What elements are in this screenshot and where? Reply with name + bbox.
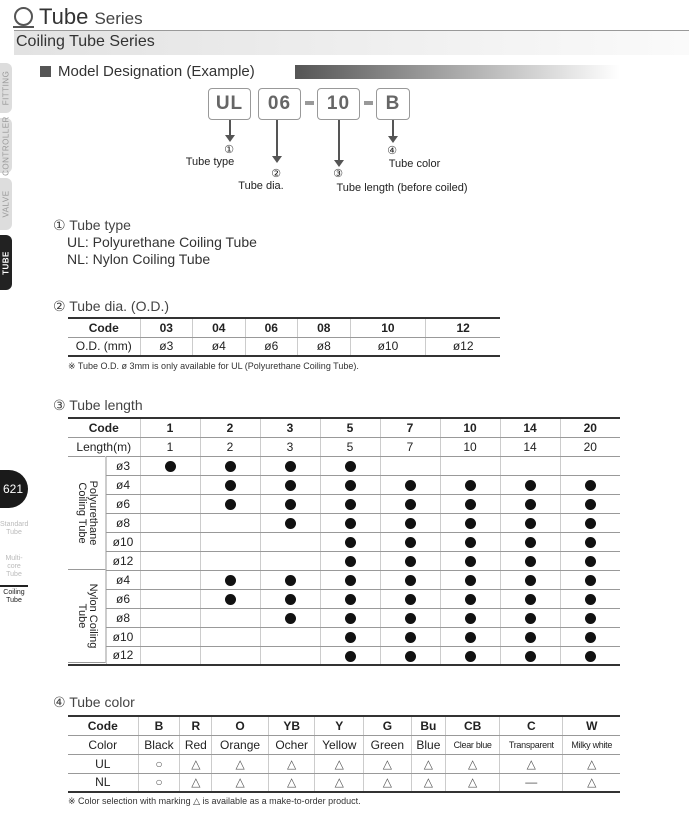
- length-dia-cell: ø4: [106, 570, 140, 589]
- available-dot: [525, 480, 536, 491]
- availability-cell: [560, 532, 620, 551]
- availability-cell: [260, 475, 320, 494]
- color-availability-mark: △: [411, 773, 446, 792]
- availability-cell: [560, 551, 620, 570]
- length-dia-cell: ø3: [106, 456, 140, 475]
- color-availability-mark: △: [364, 773, 411, 792]
- length-code-cell: 1: [140, 418, 200, 437]
- availability-cell: [260, 589, 320, 608]
- availability-cell: [320, 532, 380, 551]
- color-name-cell: Clear blue: [446, 735, 500, 754]
- color-availability-mark: △: [500, 754, 563, 773]
- availability-cell: [260, 532, 320, 551]
- available-dot: [525, 651, 536, 662]
- dia-od-cell: ø12: [426, 337, 500, 356]
- availability-cell: [140, 589, 200, 608]
- available-dot: [285, 461, 296, 472]
- availability-cell: [200, 532, 260, 551]
- available-dot: [525, 594, 536, 605]
- available-dot: [345, 575, 356, 586]
- dia-code-cell: 03: [140, 318, 193, 337]
- available-dot: [465, 594, 476, 605]
- availability-cell: [260, 513, 320, 532]
- color-availability-mark: △: [446, 754, 500, 773]
- color-code-cell: Y: [315, 716, 364, 735]
- color-name-cell: Red: [180, 735, 212, 754]
- dia-od-cell: ø8: [298, 337, 351, 356]
- availability-cell: [500, 551, 560, 570]
- availability-cell: [440, 608, 500, 627]
- available-dot: [585, 651, 596, 662]
- availability-cell: [440, 532, 500, 551]
- color-code-cell: O: [212, 716, 269, 735]
- availability-cell: [200, 646, 260, 665]
- dia-od-cell: ø10: [350, 337, 426, 356]
- availability-cell: [320, 551, 380, 570]
- page-subtitle: Coiling Tube Series: [16, 33, 155, 50]
- tube-length-table: Code 1 2 3 5 7 10 14 20 Length(m) 1 2 3 5 7 10 14 20 ø3 ø4 ø6 ø8 ø10 ø12 ø4 ø6 ø8 ø10 ø12: [68, 417, 620, 666]
- length-dia-cell: ø6: [106, 589, 140, 608]
- available-dot: [405, 499, 416, 510]
- available-dot: [405, 518, 416, 529]
- available-dot: [225, 499, 236, 510]
- page-header: [0, 0, 689, 55]
- availability-cell: [560, 646, 620, 665]
- available-dot: [225, 461, 236, 472]
- available-dot: [525, 575, 536, 586]
- tube-dia-heading: ② Tube dia. (O.D.): [53, 298, 170, 314]
- color-availability-mark: △: [315, 754, 364, 773]
- color-availability-mark: △: [563, 754, 620, 773]
- color-availability-mark: △: [268, 754, 315, 773]
- color-availability-mark: △: [268, 773, 315, 792]
- availability-cell: [200, 589, 260, 608]
- available-dot: [465, 575, 476, 586]
- available-dot: [585, 537, 596, 548]
- color-availability-mark: △: [315, 773, 364, 792]
- available-dot: [405, 575, 416, 586]
- tube-color-table: Code B R O YB Y G Bu CB C W Color Black Red Orange Ocher Yellow Green Blue Clear blue Transparent Milky white UL ○ △ △ △ △ △ △ △ △ △ NL ○ △ △ △ △ △ △ △ — △: [68, 715, 620, 793]
- color-availability-mark: △: [180, 773, 212, 792]
- available-dot: [225, 594, 236, 605]
- length-dia-cell: ø8: [106, 608, 140, 627]
- group-label-polyurethane: Polyurethane Coiling Tube: [68, 456, 106, 570]
- length-code-cell: 2: [200, 418, 260, 437]
- color-name-cell: Yellow: [315, 735, 364, 754]
- label-tube-type: Tube type: [185, 156, 235, 168]
- availability-cell: [500, 589, 560, 608]
- availability-cell: [200, 513, 260, 532]
- availability-cell: [320, 494, 380, 513]
- availability-cell: [380, 627, 440, 646]
- available-dot: [465, 556, 476, 567]
- availability-cell: [320, 646, 380, 665]
- dia-code-cell: 04: [193, 318, 246, 337]
- availability-cell: [500, 570, 560, 589]
- available-dot: [285, 518, 296, 529]
- length-m-cell: 14: [500, 437, 560, 456]
- availability-cell: [200, 456, 260, 475]
- available-dot: [285, 480, 296, 491]
- available-dot: [345, 594, 356, 605]
- availability-cell: [200, 608, 260, 627]
- availability-cell: [320, 589, 380, 608]
- designation-box-dia: 06: [258, 88, 301, 120]
- subnav-multicore-tube[interactable]: Multi-core Tube: [5, 555, 23, 578]
- availability-cell: [140, 475, 200, 494]
- available-dot: [525, 518, 536, 529]
- dia-code-cell: 10: [350, 318, 426, 337]
- available-dot: [525, 499, 536, 510]
- color-code-cell: Bu: [411, 716, 446, 735]
- designation-box-type: UL: [208, 88, 251, 120]
- color-availability-mark: △: [563, 773, 620, 792]
- availability-cell: [560, 589, 620, 608]
- availability-cell: [320, 456, 380, 475]
- availability-cell: [260, 494, 320, 513]
- availability-cell: [320, 608, 380, 627]
- availability-cell: [500, 456, 560, 475]
- length-m-cell: 3: [260, 437, 320, 456]
- length-dia-cell: ø10: [106, 627, 140, 646]
- available-dot: [345, 480, 356, 491]
- available-dot: [585, 575, 596, 586]
- dia-code-cell: 08: [298, 318, 351, 337]
- availability-cell: [500, 532, 560, 551]
- available-dot: [585, 518, 596, 529]
- length-dia-cell: ø4: [106, 475, 140, 494]
- available-dot: [525, 537, 536, 548]
- length-m-cell: 10: [440, 437, 500, 456]
- length-code-cell: 10: [440, 418, 500, 437]
- label-tube-color: Tube color: [388, 158, 441, 170]
- availability-cell: [560, 608, 620, 627]
- available-dot: [525, 556, 536, 567]
- side-tab-valve[interactable]: VALVE: [0, 178, 12, 230]
- available-dot: [585, 613, 596, 624]
- availability-cell: [200, 475, 260, 494]
- color-availability-mark: ○: [138, 773, 180, 792]
- availability-cell: [380, 646, 440, 665]
- color-name-cell: Ocher: [268, 735, 315, 754]
- color-name-cell: Green: [364, 735, 411, 754]
- label-tube-length: Tube length (before coiled): [336, 182, 468, 194]
- tube-type-heading: ① Tube type: [53, 217, 131, 233]
- availability-cell: [500, 646, 560, 665]
- availability-cell: [560, 475, 620, 494]
- available-dot: [465, 651, 476, 662]
- color-availability-mark: △: [180, 754, 212, 773]
- color-name-cell: Black: [138, 735, 180, 754]
- color-row-label: UL: [68, 754, 138, 773]
- tube-type-ul: UL: Polyurethane Coiling Tube: [67, 234, 257, 250]
- tube-color-note: ※ Color selection with marking △ is available as a make-to-order product.: [68, 796, 361, 806]
- available-dot: [585, 556, 596, 567]
- section-title: Model Designation (Example): [40, 63, 620, 81]
- availability-cell: [380, 456, 440, 475]
- available-dot: [345, 518, 356, 529]
- length-dia-cell: ø10: [106, 532, 140, 551]
- dia-od-cell: ø6: [245, 337, 298, 356]
- available-dot: [405, 556, 416, 567]
- length-code-cell: 7: [380, 418, 440, 437]
- available-dot: [465, 613, 476, 624]
- length-code-cell: 3: [260, 418, 320, 437]
- availability-cell: [500, 475, 560, 494]
- availability-cell: [260, 551, 320, 570]
- available-dot: [465, 632, 476, 643]
- length-dia-cell: ø8: [106, 513, 140, 532]
- availability-cell: [200, 570, 260, 589]
- length-m-cell: 7: [380, 437, 440, 456]
- tube-dia-note: ※ Tube O.D. ø 3mm is only available for UL (Polyurethane Coiling Tube).: [68, 361, 359, 371]
- availability-cell: [440, 570, 500, 589]
- available-dot: [225, 480, 236, 491]
- available-dot: [465, 518, 476, 529]
- availability-cell: [320, 475, 380, 494]
- color-availability-mark: △: [364, 754, 411, 773]
- color-code-cell: YB: [268, 716, 315, 735]
- availability-cell: [260, 627, 320, 646]
- color-code-cell: W: [563, 716, 620, 735]
- color-availability-mark: —: [500, 773, 563, 792]
- availability-cell: [320, 627, 380, 646]
- availability-cell: [380, 589, 440, 608]
- designation-box-color: B: [376, 88, 410, 120]
- available-dot: [285, 499, 296, 510]
- color-name-cell: Orange: [212, 735, 269, 754]
- availability-cell: [380, 570, 440, 589]
- availability-cell: [140, 551, 200, 570]
- availability-cell: [320, 513, 380, 532]
- availability-cell: [380, 513, 440, 532]
- length-m-cell: 1: [140, 437, 200, 456]
- tube-type-nl: NL: Nylon Coiling Tube: [67, 251, 211, 267]
- availability-cell: [440, 551, 500, 570]
- available-dot: [405, 480, 416, 491]
- length-m-cell: 20: [560, 437, 620, 456]
- length-code-cell: 14: [500, 418, 560, 437]
- availability-cell: [440, 646, 500, 665]
- page-number: 621: [0, 470, 28, 508]
- available-dot: [225, 575, 236, 586]
- color-name-cell: Blue: [411, 735, 446, 754]
- availability-cell: [140, 456, 200, 475]
- subnav-coiling-tube[interactable]: Coiling Tube: [0, 585, 28, 605]
- available-dot: [405, 613, 416, 624]
- length-code-cell: 5: [320, 418, 380, 437]
- availability-cell: [500, 608, 560, 627]
- color-code-cell: C: [500, 716, 563, 735]
- color-row-label: NL: [68, 773, 138, 792]
- availability-cell: [380, 532, 440, 551]
- label-tube-dia: Tube dia.: [238, 180, 284, 192]
- availability-cell: [260, 456, 320, 475]
- available-dot: [525, 613, 536, 624]
- availability-cell: [200, 627, 260, 646]
- dia-code-cell: 06: [245, 318, 298, 337]
- availability-cell: [140, 608, 200, 627]
- availability-cell: [440, 627, 500, 646]
- availability-cell: [560, 570, 620, 589]
- availability-cell: [500, 627, 560, 646]
- color-availability-mark: △: [446, 773, 500, 792]
- availability-cell: [560, 494, 620, 513]
- availability-cell: [560, 456, 620, 475]
- availability-cell: [560, 513, 620, 532]
- color-name-cell: Milky white: [563, 735, 620, 754]
- tube-length-heading: ③ Tube length: [53, 397, 143, 413]
- length-dia-cell: ø12: [106, 646, 140, 665]
- availability-cell: [140, 570, 200, 589]
- availability-cell: [140, 494, 200, 513]
- side-tab-fitting[interactable]: FITTING: [0, 63, 12, 113]
- available-dot: [585, 632, 596, 643]
- dia-od-cell: ø4: [193, 337, 246, 356]
- availability-cell: [380, 494, 440, 513]
- availability-cell: [560, 627, 620, 646]
- available-dot: [405, 651, 416, 662]
- available-dot: [345, 499, 356, 510]
- designation-box-length: 10: [317, 88, 360, 120]
- availability-cell: [500, 494, 560, 513]
- available-dot: [285, 575, 296, 586]
- length-dia-cell: ø6: [106, 494, 140, 513]
- available-dot: [405, 594, 416, 605]
- group-label-nylon: Nylon Coiling Tube: [68, 570, 106, 663]
- available-dot: [405, 537, 416, 548]
- availability-cell: [260, 646, 320, 665]
- available-dot: [405, 632, 416, 643]
- availability-cell: [440, 589, 500, 608]
- available-dot: [585, 499, 596, 510]
- color-code-cell: R: [180, 716, 212, 735]
- subnav-standard-tube[interactable]: Standard Tube: [0, 521, 29, 536]
- tube-dia-table: Code 03 04 06 08 10 12 O.D. (mm) ø3 ø4 ø6 ø8 ø10 ø12: [68, 317, 500, 357]
- availability-cell: [380, 551, 440, 570]
- available-dot: [345, 461, 356, 472]
- available-dot: [585, 480, 596, 491]
- availability-cell: [500, 513, 560, 532]
- available-dot: [585, 594, 596, 605]
- availability-cell: [260, 570, 320, 589]
- available-dot: [285, 594, 296, 605]
- side-tab-controller[interactable]: CONTROLLER: [1, 115, 11, 176]
- available-dot: [465, 499, 476, 510]
- availability-cell: [260, 608, 320, 627]
- color-code-cell: CB: [446, 716, 500, 735]
- availability-cell: [320, 570, 380, 589]
- color-availability-mark: △: [212, 773, 269, 792]
- available-dot: [285, 613, 296, 624]
- color-code-cell: B: [138, 716, 180, 735]
- color-code-cell: G: [364, 716, 411, 735]
- available-dot: [345, 613, 356, 624]
- series-title: Tube Series: [14, 4, 143, 30]
- availability-cell: [440, 456, 500, 475]
- tube-ring-icon: [14, 7, 33, 26]
- color-availability-mark: ○: [138, 754, 180, 773]
- length-m-cell: 5: [320, 437, 380, 456]
- available-dot: [525, 632, 536, 643]
- dia-od-cell: ø3: [140, 337, 193, 356]
- dia-code-cell: 12: [426, 318, 500, 337]
- availability-cell: [200, 494, 260, 513]
- length-code-cell: 20: [560, 418, 620, 437]
- available-dot: [465, 537, 476, 548]
- availability-cell: [140, 646, 200, 665]
- length-m-cell: 2: [200, 437, 260, 456]
- availability-cell: [140, 513, 200, 532]
- available-dot: [465, 480, 476, 491]
- availability-cell: [380, 608, 440, 627]
- availability-cell: [140, 532, 200, 551]
- color-availability-mark: △: [212, 754, 269, 773]
- color-name-cell: Transparent: [500, 735, 563, 754]
- availability-cell: [440, 513, 500, 532]
- availability-cell: [440, 475, 500, 494]
- available-dot: [165, 461, 176, 472]
- availability-cell: [200, 551, 260, 570]
- availability-cell: [140, 627, 200, 646]
- available-dot: [345, 632, 356, 643]
- available-dot: [345, 556, 356, 567]
- availability-cell: [380, 475, 440, 494]
- tube-color-heading: ④ Tube color: [53, 694, 135, 710]
- length-dia-cell: ø12: [106, 551, 140, 570]
- available-dot: [345, 537, 356, 548]
- available-dot: [345, 651, 356, 662]
- color-availability-mark: △: [411, 754, 446, 773]
- side-tab-tube[interactable]: TUBE: [0, 235, 12, 290]
- availability-cell: [440, 494, 500, 513]
